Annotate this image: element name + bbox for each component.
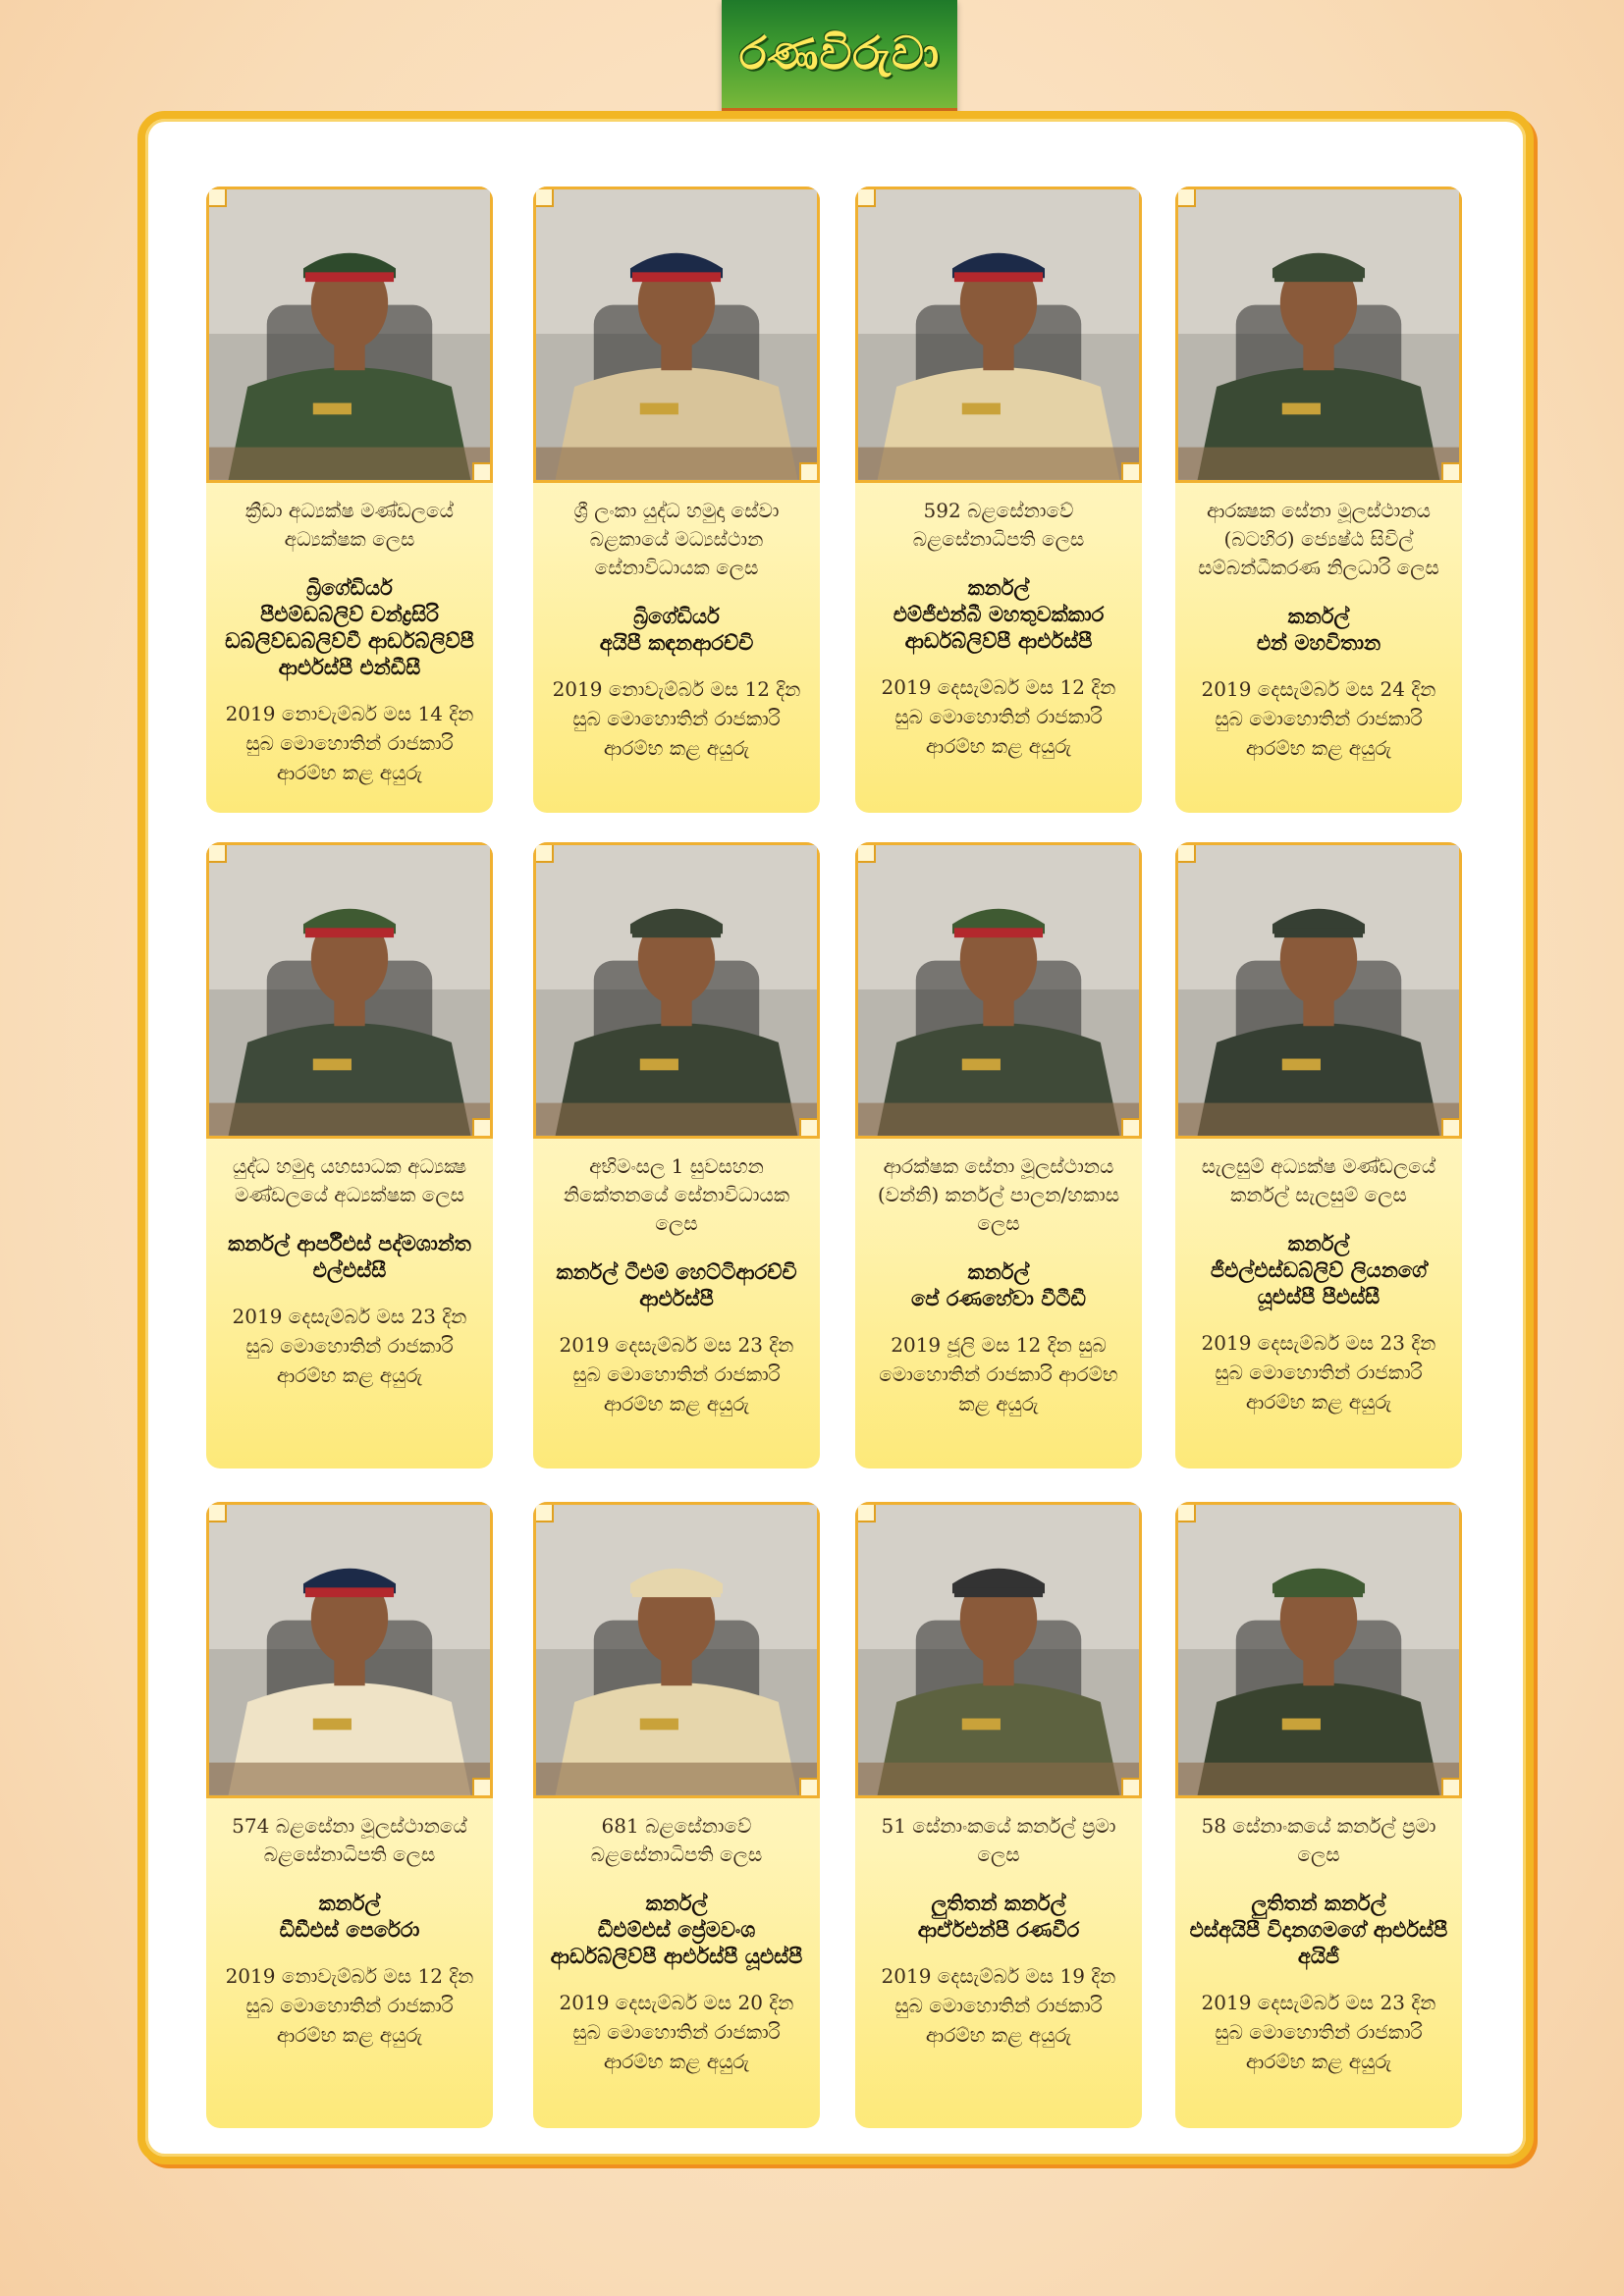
- officer-name: එන් මහවිතාන: [1256, 631, 1381, 655]
- appointment-role: සැලසුම් අධ්‍යක්ෂ මණ්ඩලයේ කර්නල් සැලසුම් ලෙස: [1201, 1154, 1436, 1206]
- officer-name: පේ රණහේවා වීටීඩී: [910, 1287, 1086, 1310]
- appointment-role: 574 බළසේනා මූලස්ථානයේ බළසේනාධිපති ලෙස: [232, 1814, 467, 1866]
- officer-photo: [1175, 187, 1462, 483]
- officer-caption: [855, 1798, 1142, 2050]
- officer-rank: කර්නල් ආර්පීඑස් පද්මශාන්ත: [228, 1232, 471, 1255]
- officer-caption: [206, 483, 493, 787]
- assumption-date: 2019 නොවැම්බර් මස 14 දින සුබ මොහොතින් රාජකාරි ආරම්භ කළ අයුරු: [225, 702, 474, 784]
- officer-photo: [1175, 1502, 1462, 1798]
- officer-card: [1175, 1502, 1462, 2128]
- officer-name: එස්අයිපී විදානගමගේ ආර්එස්පී අයිජී: [1189, 1918, 1448, 1968]
- officer-name: අයිපී කඳනආරච්චි: [599, 631, 754, 655]
- officer-photo: [855, 1502, 1142, 1798]
- officer-caption: [206, 1139, 493, 1390]
- officer-name: ආර්එස්පී: [639, 1287, 714, 1310]
- officer-photo: [206, 842, 493, 1139]
- officer-photo: [533, 1502, 820, 1798]
- officer-rank: කර්නල්: [967, 576, 1030, 600]
- appointment-role: 592 බළසේනාවේ බළසේනාධිපති ලෙස: [912, 499, 1085, 551]
- officer-portrait: [858, 189, 1139, 480]
- assumption-date: 2019 දෙසැම්බර් මස 20 දින සුබ මොහොතින් රාජකාරි ආරම්භ කළ අයුරු: [559, 1991, 794, 2073]
- officer-rank: කර්නල් ටීඑම් හෙට්ටිආරච්චි: [556, 1260, 797, 1284]
- officer-rank: කර්නල්: [1287, 1232, 1350, 1255]
- assumption-date: 2019 නොවැම්බර් මස 12 දින සුබ මොහොතින් රාජකාරි ආරම්භ කළ අයුරු: [552, 677, 801, 760]
- appointment-role: 51 සේනාංකයේ කර්නල් ප්‍රමා ලෙස: [881, 1814, 1116, 1866]
- officer-caption: [855, 483, 1142, 761]
- officer-portrait: [858, 1505, 1139, 1795]
- officer-photo: [533, 187, 820, 483]
- officer-photo: [533, 842, 820, 1139]
- officer-card: [206, 842, 493, 1468]
- officer-caption: [206, 1798, 493, 2050]
- assumption-date: 2019 දෙසැම්බර් මස 12 දින සුබ මොහොතින් රාජකාරි ආරම්භ කළ අයුරු: [881, 675, 1116, 758]
- officer-rank: කර්නල්: [645, 1892, 708, 1915]
- officer-card: [533, 187, 820, 813]
- officer-name: පීඑම්ඩබ්ලිව් චන්ද්‍රසිරි ඩබ්ලිව්ඩබ්ලිව්වී ආර්ඩබ්ලිව්පී ආර්එස්පී එන්ඩීසී: [225, 603, 474, 679]
- assumption-date: 2019 දෙසැම්බර් මස 23 දින සුබ මොහොතින් රාජකාරි ආරම්භ කළ අයුරු: [1201, 1991, 1436, 2073]
- officer-portrait: [1178, 189, 1459, 480]
- officer-rank: ලුතිතන් කර්නල්: [931, 1892, 1066, 1915]
- officer-rank: බ්‍රිගේඩියර්: [633, 605, 720, 628]
- assumption-date: 2019 දෙසැම්බර් මස 24 දින සුබ මොහොතින් රාජකාරි ආරම්භ කළ අයුරු: [1201, 677, 1436, 760]
- officer-portrait: [209, 189, 490, 480]
- officer-portrait: [858, 845, 1139, 1136]
- officer-photo: [855, 842, 1142, 1139]
- officer-rank: බ්‍රිගේඩියර්: [306, 576, 393, 600]
- officer-name: එල්එස්සී: [312, 1258, 387, 1282]
- officer-name: ජීඑල්එස්ඩබ්ලිව් ලියනගේ යූඑස්පී පීඑස්සී: [1210, 1258, 1428, 1308]
- assumption-date: 2019 දෙසැම්බර් මස 23 දින සුබ මොහොතින් රාජකාරි ආරම්භ කළ අයුරු: [232, 1305, 467, 1387]
- officer-caption: [1175, 1798, 1462, 2076]
- officer-card: [1175, 187, 1462, 813]
- officer-portrait: [536, 845, 817, 1136]
- officer-portrait: [1178, 1505, 1459, 1795]
- officer-photo: [206, 187, 493, 483]
- appointment-role: ආරක්‍ෂක සේනා මූලස්ථානය (බටහිර) ජ්‍යෙෂ්ඨ සිවිල් සම්බන්ධීකරණ නිලධාරි ලෙස: [1198, 499, 1439, 579]
- appointment-role: 58 සේනාංකයේ කර්නල් ප්‍රමා ලෙස: [1201, 1814, 1436, 1866]
- officer-name: එම්ජීඑන්බී මහතුවක්කාර ආර්ඩබ්ලිව්පී ආර්එස්පී: [893, 603, 1105, 653]
- assumption-date: 2019 නොවැම්බර් මස 12 දින සුබ මොහොතින් රාජකාරි ආරම්භ කළ අයුරු: [225, 1964, 474, 2047]
- officer-caption: [1175, 483, 1462, 763]
- appointment-role: ක්‍රීඩා අධ්‍යක්ෂ මණ්ඩලයේ අධ්‍යක්ෂක ලෙස: [244, 499, 455, 551]
- officer-card: [533, 842, 820, 1468]
- officer-card: [855, 1502, 1142, 2128]
- appointment-role: යුද්ධ හමුදා යහසාධක අධ්‍යක්‍ෂ මණ්ඩලයේ අධ්‍යක්ෂක ලෙස: [232, 1154, 467, 1206]
- officer-caption: [533, 483, 820, 763]
- masthead-title: රණවිරුවා: [738, 27, 941, 80]
- officer-card: [1175, 842, 1462, 1468]
- assumption-date: 2019 ජූලි මස 12 දින සුබ මොහොතින් රාජකාරි ආරම්භ කළ අයුරු: [879, 1333, 1118, 1415]
- officer-card: [206, 187, 493, 813]
- officer-rank: කර්නල්: [1287, 605, 1350, 628]
- appointment-role: 681 බළසේනාවේ බළසේනාධිපති ලෙස: [590, 1814, 763, 1866]
- appointment-role: අභිමංසල 1 සුවසහන නිකේතනයේ සේනාවිධායක ලෙස: [563, 1154, 790, 1235]
- officer-portrait: [536, 1505, 817, 1795]
- officer-caption: [533, 1139, 820, 1418]
- officer-rank: ලුතිතන් කර්නල්: [1251, 1892, 1386, 1915]
- officer-name: ඩීඩීඑස් පෙරේරා: [279, 1918, 420, 1942]
- appointment-role: ශ්‍රී ලංකා යුද්ධ හමුදා සේවා බළකායේ මධ්‍යස්ථාන සේනාවිධායක ලෙස: [573, 499, 780, 579]
- appointment-role: ආරක්ෂක සේනා මූලස්ථානය (වන්නි) කර්නල් පාලන/හකාස ලෙස: [877, 1154, 1120, 1235]
- officer-caption: [855, 1139, 1142, 1418]
- officer-caption: [1175, 1139, 1462, 1416]
- officer-portrait: [209, 1505, 490, 1795]
- assumption-date: 2019 දෙසැම්බර් මස 23 දින සුබ මොහොතින් රාජකාරි ආරම්භ කළ අයුරු: [1201, 1331, 1436, 1414]
- officer-caption: [533, 1798, 820, 2076]
- officer-card: [855, 187, 1142, 813]
- officer-photo: [1175, 842, 1462, 1139]
- officer-card: [206, 1502, 493, 2128]
- assumption-date: 2019 දෙසැම්බර් මස 23 දින සුබ මොහොතින් රාජකාරි ආරම්භ කළ අයුරු: [559, 1333, 794, 1415]
- masthead-banner: [722, 0, 957, 116]
- officer-name: ඩීඑම්එස් ප්‍රේමවංශ ආර්ඩබ්ලිව්පී ආර්එස්පී යූඑස්පී: [550, 1918, 803, 1968]
- officer-photo: [206, 1502, 493, 1798]
- officer-photo: [855, 187, 1142, 483]
- officer-portrait: [536, 189, 817, 480]
- officer-rank: කර්නල්: [318, 1892, 381, 1915]
- officer-portrait: [1178, 845, 1459, 1136]
- officer-portrait: [209, 845, 490, 1136]
- officer-name: ආර්ඒඑන්පී රණවීර: [917, 1918, 1080, 1942]
- officer-card: [533, 1502, 820, 2128]
- officer-card: [855, 842, 1142, 1468]
- assumption-date: 2019 දෙසැම්බර් මස 19 දින සුබ මොහොතින් රාජකාරි ආරම්භ කළ අයුරු: [881, 1964, 1116, 2047]
- officer-rank: කර්නල්: [967, 1260, 1030, 1284]
